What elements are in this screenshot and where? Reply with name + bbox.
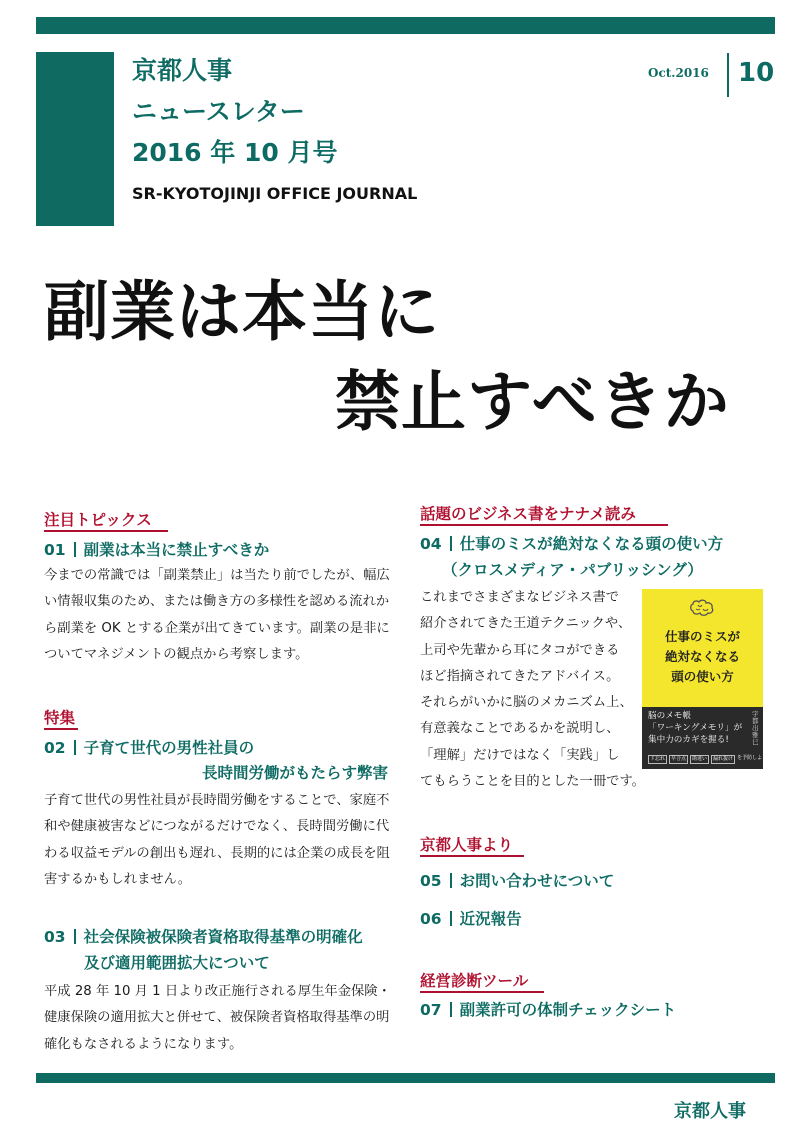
body-line: てもらうことを目的とした一冊です。 — [420, 774, 645, 790]
masthead-line-1: 京都人事 — [132, 56, 233, 85]
item-number: 06 — [420, 910, 442, 928]
item-04-body — [420, 585, 645, 795]
book-tags — [648, 755, 767, 764]
book-cover-image — [642, 589, 768, 769]
headline-line-1: 副業は本当に — [44, 275, 441, 350]
book-tag: 早合点 — [671, 756, 687, 762]
item-number: 07 — [420, 1001, 442, 1019]
body-line: 害するかもしれません。 — [44, 871, 192, 887]
item-number: 01 — [44, 541, 66, 559]
item-separator — [450, 1002, 452, 1017]
book-band-line: 脳のメモ帳 — [648, 711, 691, 721]
item-number: 03 — [44, 928, 66, 946]
item-number: 02 — [44, 739, 66, 757]
item-separator — [450, 911, 452, 926]
category-featured-topics: 注目トピックス — [44, 511, 152, 529]
masthead-subtitle: SR-KYOTOJINJI OFFICE JOURNAL — [132, 184, 418, 203]
body-line: 子育て世代の男性社員が長時間労働をすることで、家庭不 — [44, 793, 390, 808]
item-02[interactable] — [44, 736, 254, 758]
item-03-title-line-2: 及び適用範囲拡大について — [84, 954, 270, 972]
category-underline — [44, 728, 78, 730]
body-line: 今までの常識では「副業禁止」は当たり前でしたが、幅広 — [44, 568, 390, 583]
footer-name: 京都人事 — [674, 1101, 746, 1122]
category-management-tools: 経営診断ツール — [420, 972, 529, 990]
masthead-line-3: 2016 年 10 月号 — [132, 138, 338, 167]
book-title-line: 仕事のミスが — [664, 629, 740, 644]
category-underline — [420, 524, 668, 526]
body-line: 上司や先輩から耳にタコができる — [420, 642, 620, 658]
item-01[interactable] — [44, 538, 269, 560]
item-03-body — [44, 979, 391, 1058]
body-line: 「理解」だけではなく「実践」し — [420, 747, 620, 763]
item-separator — [74, 542, 76, 557]
body-line: それらがいかに脳のメカニズム上、 — [420, 695, 633, 711]
item-title: 副業許可の体制チェックシート — [459, 1001, 677, 1019]
masthead-color-block — [36, 52, 114, 226]
body-line: 確化もなされるようになります。 — [44, 1036, 243, 1052]
category-underline — [420, 991, 544, 993]
item-separator — [450, 536, 452, 551]
book-title — [642, 627, 763, 687]
body-line: 和や健康被害などにつながるだけでなく、長時間労働に代 — [44, 819, 390, 835]
body-line: 有意義なことであるかを説明し、 — [420, 721, 620, 737]
item-number: 04 — [420, 535, 442, 553]
body-line: ついてマネジメントの観点から考察します。 — [44, 646, 309, 662]
body-line: わる収益モデルの創出も遅れ、長期的には企業の成長を阻 — [44, 845, 390, 861]
issue-number: 10 — [738, 58, 775, 88]
item-01-body — [44, 563, 390, 668]
headline-line-2: 禁止すべきか — [335, 365, 730, 440]
item-07[interactable] — [420, 998, 676, 1020]
item-title: 社会保険被保険者資格取得基準の明確化 — [83, 928, 363, 946]
category-business-books: 話題のビジネス書をナナメ読み — [420, 505, 636, 523]
item-06[interactable] — [420, 907, 522, 929]
body-line: 紹介されてきた王道テクニックや、 — [420, 616, 632, 632]
body-line: これまでさまざまなビジネス書で — [420, 590, 620, 605]
category-underline — [44, 530, 168, 532]
item-02-title-line-2: 長時間労働がもたらす弊害 — [202, 764, 389, 782]
item-02-body — [44, 788, 390, 893]
item-04-publisher: （クロスメディア・パブリッシング） — [442, 561, 703, 579]
item-title: 仕事のミスが絶対なくなる頭の使い方 — [459, 535, 724, 553]
body-line: い情報収集のため、または働き方の多様性を認める流れか — [44, 594, 390, 610]
item-title: お問い合わせについて — [459, 872, 615, 890]
item-separator — [74, 740, 76, 755]
book-band-line: 集中力のカギを握る! — [648, 735, 729, 745]
body-line: ほど指摘されてきたアドバイス。 — [420, 668, 620, 684]
brain-icon — [689, 599, 715, 617]
item-number: 05 — [420, 872, 442, 890]
book-author: 宇都出雅巳 — [752, 710, 759, 746]
book-tags-suffix: を予防しよう — [737, 755, 768, 761]
body-line: 平成 28 年 10 月 1 日より改正施行される厚生年金保険・ — [44, 984, 391, 999]
top-bar — [36, 17, 775, 34]
book-title-line: 絶対なくなる — [664, 649, 740, 664]
category-special-feature: 特集 — [44, 709, 76, 727]
issue-divider — [727, 53, 729, 97]
category-underline — [420, 855, 524, 857]
masthead-line-2: ニュースレター — [132, 97, 305, 126]
item-title: 近況報告 — [459, 910, 522, 928]
issue-date: Oct.2016 — [648, 66, 709, 80]
book-tag: ド忘れ — [650, 756, 666, 762]
book-tag: 勘違い — [692, 756, 708, 762]
item-title: 副業は本当に禁止すべきか — [83, 541, 270, 559]
item-05[interactable] — [420, 869, 614, 891]
item-04[interactable] — [420, 532, 723, 554]
body-line: 健康保険の適用拡大と併せて、被保険者資格取得基準の明 — [44, 1010, 390, 1026]
item-title: 子育て世代の男性社員の — [83, 739, 255, 757]
item-separator — [450, 873, 452, 888]
category-from-kyotojinji: 京都人事より — [420, 836, 514, 854]
book-title-line: 頭の使い方 — [671, 669, 734, 684]
bottom-bar — [36, 1073, 775, 1083]
book-tag: 漏れ抜け — [713, 756, 734, 762]
book-band — [642, 707, 768, 769]
item-separator — [74, 929, 76, 944]
book-band-line: 「ワーキングメモリ」が — [648, 723, 743, 733]
body-line: ら副業を OK とする企業が出てきています。副業の是非に — [44, 620, 390, 636]
item-03[interactable] — [44, 925, 363, 947]
